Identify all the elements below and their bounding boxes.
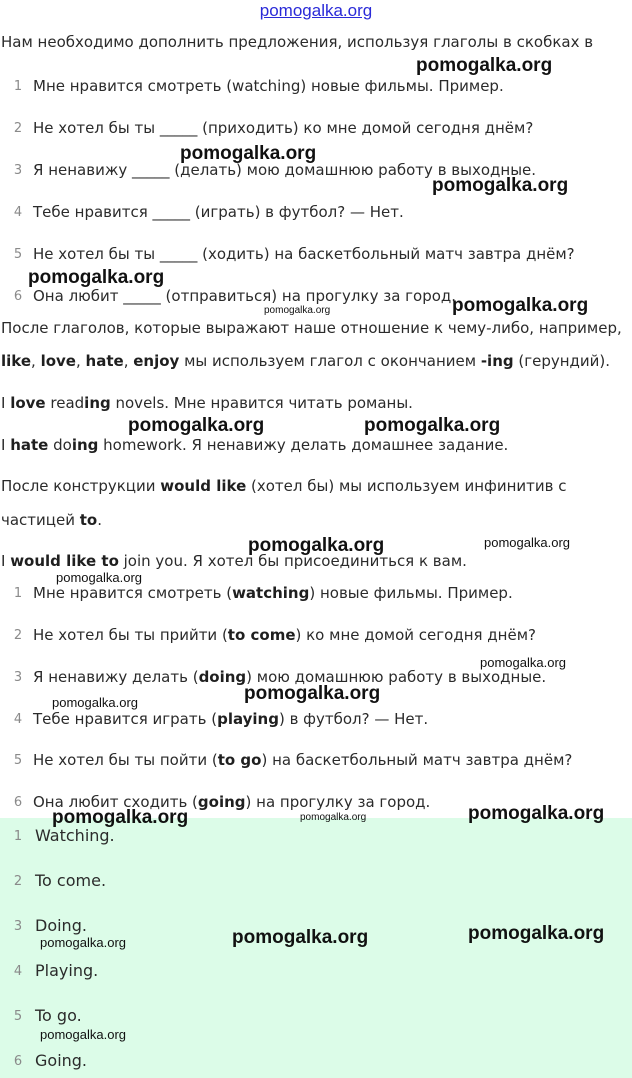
watermark: pomogalka.org	[468, 923, 605, 944]
solution-item: Она любит сходить (going) на прогулку за город.	[33, 793, 431, 811]
site-link[interactable]: pomogalka.org	[259, 1, 373, 20]
watermark: pomogalka.org	[56, 570, 142, 585]
exercise-item: Я ненавижу _____ (делать) мою домашнюю работу в выходные.	[33, 161, 537, 179]
watermark: pomogalka.org	[248, 535, 385, 556]
rule-example-1: I love reading novels. Мне нравится читать романы.	[1, 394, 413, 412]
exercise-number: 5	[13, 247, 23, 262]
watermark: pomogalka.org	[480, 655, 566, 670]
watermark: pomogalka.org	[52, 807, 189, 828]
watermark: pomogalka.org	[300, 812, 367, 823]
exercise-item: Не хотел бы ты _____ (ходить) на баскетбольный матч завтра днём?	[33, 245, 575, 263]
solution-number: 1	[13, 586, 23, 601]
watermark: pomogalka.org	[128, 415, 265, 436]
exercise-number: 4	[13, 205, 23, 220]
exercise-number: 1	[13, 79, 23, 94]
rule-line-1: После глаголов, которые выражают наше отношение к чему-либо, например,	[1, 319, 622, 337]
rule-line-3: После конструкции would like (хотел бы) мы используем инфинитив с	[1, 477, 567, 495]
watermark: pomogalka.org	[452, 295, 589, 316]
watermark: pomogalka.org	[40, 1027, 126, 1042]
exercise-number: 6	[13, 289, 23, 304]
solution-item: Мне нравится смотреть (watching) новые фильмы. Пример.	[33, 584, 513, 602]
watermark: pomogalka.org	[416, 55, 553, 76]
answer-number: 2	[13, 874, 23, 889]
answer-item: Watching.	[35, 826, 115, 845]
answer-item: To go.	[35, 1006, 82, 1025]
watermark: pomogalka.org	[40, 935, 126, 950]
answer-item: Doing.	[35, 916, 87, 935]
solution-number: 4	[13, 712, 23, 727]
watermark: pomogalka.org	[264, 305, 331, 316]
answer-number: 6	[13, 1054, 23, 1069]
rule-example-3: I would like to join you. Я хотел бы присоединиться к вам.	[1, 552, 467, 570]
exercise-item: Тебе нравится _____ (играть) в футбол? — Нет.	[33, 203, 404, 221]
watermark: pomogalka.org	[180, 143, 317, 164]
watermark: pomogalka.org	[244, 683, 381, 704]
watermark: pomogalka.org	[52, 695, 138, 710]
solution-item: Не хотел бы ты пойти (to go) на баскетбольный матч завтра днём?	[33, 751, 573, 769]
watermark: pomogalka.org	[468, 803, 605, 824]
rule-line-2: like, love, hate, enjoy мы используем глагол с окончанием -ing (герундий).	[1, 352, 611, 370]
solution-item: Тебе нравится играть (playing) в футбол? — Нет.	[33, 710, 429, 728]
solution-number: 2	[13, 628, 23, 643]
watermark: pomogalka.org	[484, 535, 570, 550]
solution-number: 5	[13, 753, 23, 768]
answer-item: Going.	[35, 1051, 88, 1070]
watermark: pomogalka.org	[232, 927, 369, 948]
watermark: pomogalka.org	[28, 267, 165, 288]
rule-line-4: частицей to.	[1, 511, 103, 529]
watermark: pomogalka.org	[432, 175, 569, 196]
solution-item: Я ненавижу делать (doing) мою домашнюю работу в выходные.	[33, 668, 547, 686]
answer-item: To come.	[35, 871, 107, 890]
rule-example-2: I hate doing homework. Я ненавижу делать домашнее задание.	[1, 436, 509, 454]
answer-number: 3	[13, 919, 23, 934]
answer-number: 1	[13, 829, 23, 844]
answer-item: Playing.	[35, 961, 99, 980]
answer-number: 5	[13, 1009, 23, 1024]
exercise-item: Мне нравится смотреть (watching) новые фильмы. Пример.	[33, 77, 504, 95]
solution-number: 3	[13, 670, 23, 685]
exercise-item: Не хотел бы ты _____ (приходить) ко мне домой сегодня днём?	[33, 119, 534, 137]
exercise-number: 3	[13, 163, 23, 178]
answer-number: 4	[13, 964, 23, 979]
exercise-number: 2	[13, 121, 23, 136]
intro-text: Нам необходимо дополнить предложения, используя глаголы в скобках в	[1, 33, 594, 51]
solution-item: Не хотел бы ты прийти (to come) ко мне домой сегодня днём?	[33, 626, 536, 644]
solution-number: 6	[13, 795, 23, 810]
watermark: pomogalka.org	[364, 415, 501, 436]
exercise-item: Она любит _____ (отправиться) на прогулку за город.	[33, 287, 457, 305]
